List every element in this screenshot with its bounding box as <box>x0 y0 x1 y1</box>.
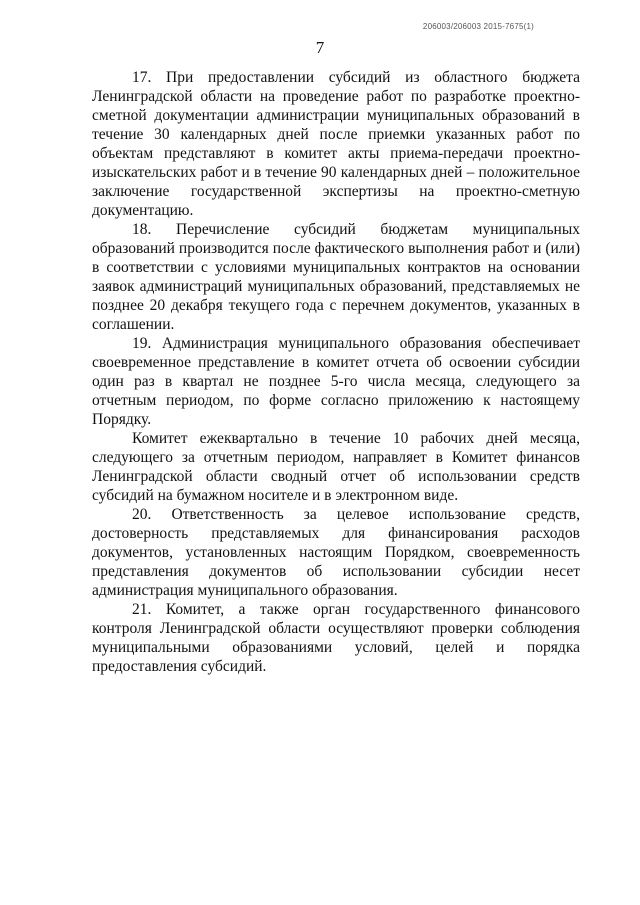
paragraph-18: 18. Перечисление субсидий бюджетам муниципальных образований производится после фактического выполнения работ и (или) в соответствии с условиями муниципальных контрактов на основании заявок администраций муниципальных образований, представляемых не позднее 20 декабря текущего года с перечнем документов, указанных в соглашении. <box>92 221 580 333</box>
paragraph-committee-report: Комитет ежеквартально в течение 10 рабочих дней месяца, следующего за отчетным периодом, направляет в Комитет финансов Ленинградской области сводный отчет об использовании средств субсидий на бумажном носителе и в электронном виде. <box>92 430 580 504</box>
document-id: 206003/206003 2015-7675(1) <box>422 22 534 31</box>
paragraph-19: 19. Администрация муниципального образования обеспечивает своевременное представление в комитет отчета об освоении субсидии один раз в квартал не позднее 5-го числа месяца, следующего за отчетным периодом, по форме согласно приложению к настоящему Порядку. <box>92 335 580 428</box>
page-number: 7 <box>315 38 325 57</box>
paragraph-17: 17. При предоставлении субсидий из областного бюджета Ленинградской области на проведение работ по разработке проектно-сметной документации администрации муниципальных образований в течение 30 календарных дней после приемки указанных работ по объектам представляют в комитет акты приема-передачи проектно-изыскательских работ и в течение 90 календарных дней – положительное заключение государственной экспертизы на проектно-сметную документацию. <box>92 69 580 219</box>
paragraph-20: 20. Ответственность за целевое использование средств, достоверность представляемых для финансирования расходов документов, установленных настоящим Порядком, своевременность представления документов об использовании субсидии несет администрация муниципального образования. <box>92 506 580 599</box>
paragraph-21: 21. Комитет, а также орган государственного финансового контроля Ленинградской области осуществляют проверки соблюдения муниципальными образованиями условий, целей и порядка предоставления субсидий. <box>92 601 580 675</box>
document-body <box>92 68 580 676</box>
